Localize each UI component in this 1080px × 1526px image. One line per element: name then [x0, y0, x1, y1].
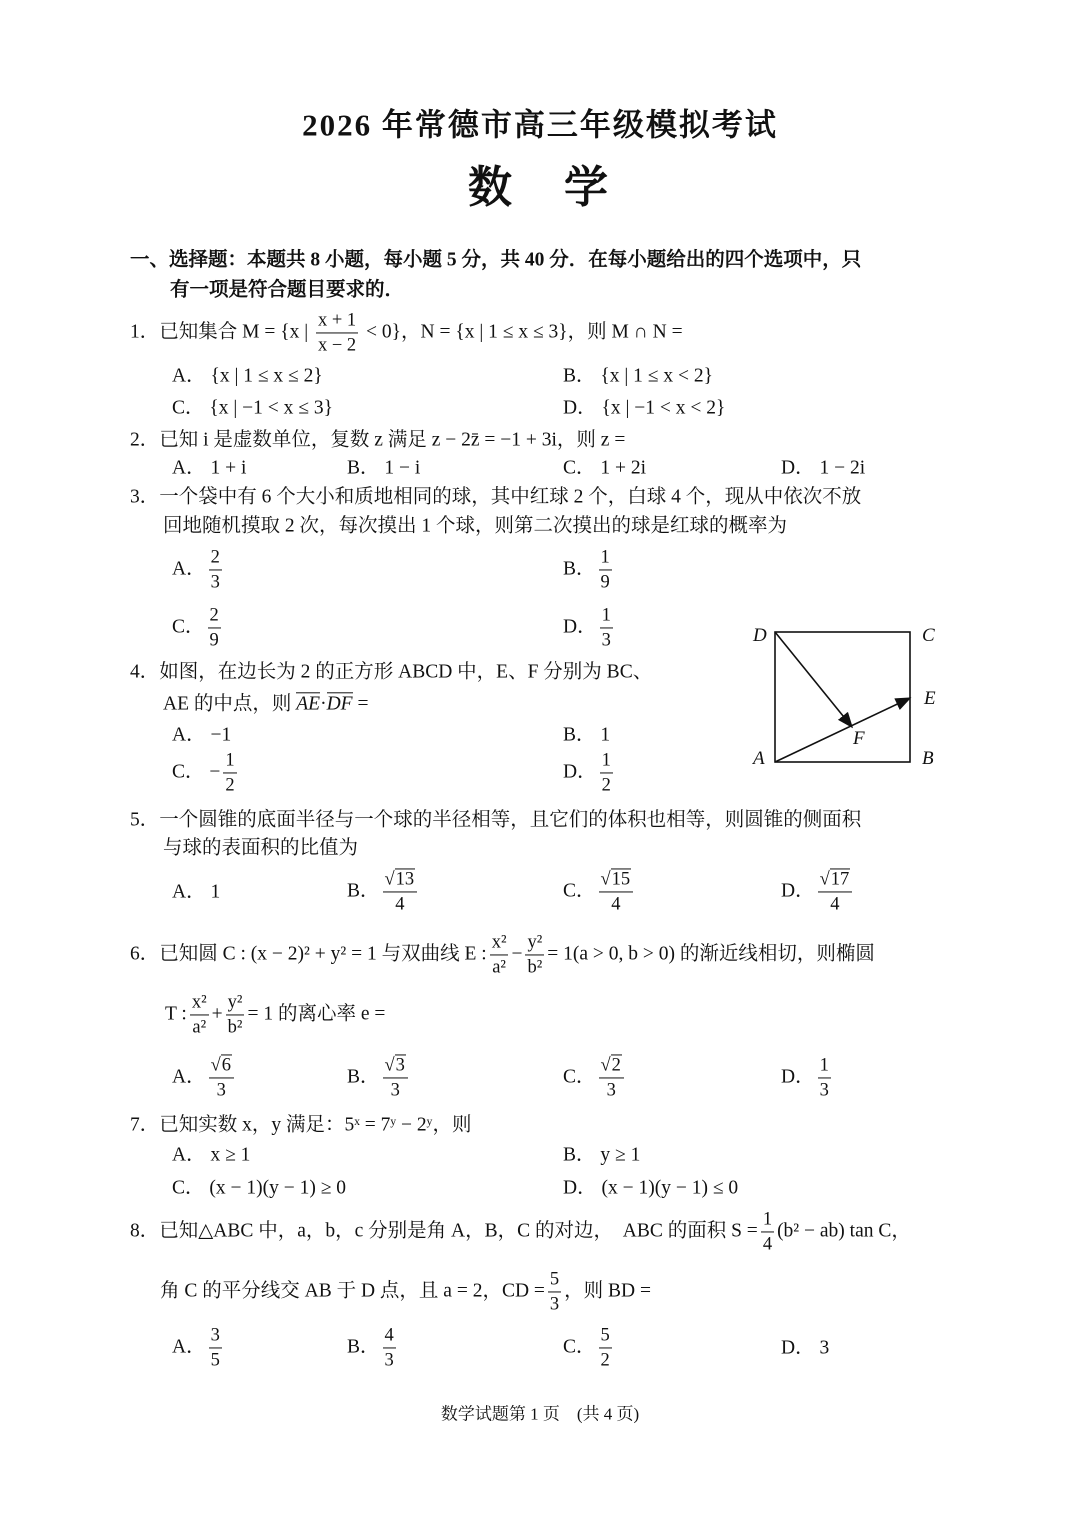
question-3: 3．一个袋中有 6 个大小和质地相同的球，其中红球 2 个，白球 4 个，现从中依次不放 [130, 486, 862, 508]
q2-option-d[interactable]: D． 1 − 2i [781, 457, 866, 479]
question-1 [130, 308, 683, 357]
q1-option-a[interactable]: A． {x | 1 ≤ x ≤ 2} [172, 365, 323, 387]
q1-option-c[interactable]: C． {x | −1 < x ≤ 3} [172, 397, 333, 419]
q2-option-a[interactable]: A． 1 + i [172, 457, 247, 479]
question-4-cont: AE 的中点，则 AE·DF = [163, 693, 369, 715]
q5-option-d[interactable]: D． $\frac{√17}{4}$ [781, 867, 855, 916]
question-7: 7．已知实数 x，y 满足：5ˣ = 7ʸ − 2ʸ，则 [130, 1114, 472, 1136]
q6-option-c[interactable]: C． $\frac{√2}{3}$ [563, 1053, 627, 1102]
q5-option-b[interactable]: B． $\frac{√13}{4}$ [347, 867, 420, 916]
q4-option-c[interactable]: C． − $\frac{1}{2}$ [172, 750, 235, 796]
q4-option-a[interactable]: A． −1 [172, 724, 232, 746]
q3-option-a[interactable]: A． $\frac{2}{3}$ [172, 547, 220, 593]
question-4: 4．如图，在边长为 2 的正方形 ABCD 中，E、F 分别为 BC、 [130, 661, 653, 683]
q3-option-b[interactable]: B． $\frac{1}{9}$ [563, 547, 610, 593]
label-f: F [853, 728, 865, 749]
vector-df: DF [326, 693, 353, 715]
square-figure [740, 615, 960, 785]
label-c: C [922, 625, 935, 646]
question-3-cont: 回地随机摸取 2 次，每次摸出 1 个球，则第二次摸出的球是红球的概率为 [163, 515, 788, 537]
page-footer: 数学试题第 1 页 (共 4 页) [440, 1404, 640, 1424]
label-e: E [924, 688, 936, 709]
q6-option-b[interactable]: B． $\frac{√3}{3}$ [347, 1053, 411, 1102]
question-2: 2．已知 i 是虚数单位，复数 z 满足 z − 2z̄ = −1 + 3i，则 z = [130, 429, 626, 451]
q7-option-b[interactable]: B． y ≥ 1 [563, 1144, 641, 1166]
vector-ae-arrow [775, 698, 910, 762]
section-heading: 一、选择题：本题共 8 小题，每小题 5 分，共 40 分．在每小题给出的四个选项中，只 [130, 249, 862, 271]
q1-stem-pre: 1．已知集合 M = {x | [130, 321, 309, 343]
q8-option-a[interactable]: A． $\frac{3}{5}$ [172, 1325, 220, 1371]
exam-title: 2026 年常德市高三年级模拟考试 [302, 107, 778, 143]
q1-stem-post: < 0}，N = {x | 1 ≤ x ≤ 3}，则 M ∩ N = [366, 321, 683, 343]
vector-df-arrow [775, 632, 852, 727]
question-8: 8．已知△ABC 中，a，b，c 分别是角 A，B，C 的对边， ABC 的面积 S = $\frac{1}{4}$ (b² − ab) tan C， [130, 1209, 911, 1255]
q2-option-b[interactable]: B． 1 − i [347, 457, 421, 479]
question-5-cont: 与球的表面积的比值为 [163, 837, 359, 859]
question-5: 5．一个圆锥的底面半径与一个球的半径相等，且它们的体积也相等，则圆锥的侧面积 [130, 809, 862, 831]
q7-option-d[interactable]: D． (x − 1)(y − 1) ≤ 0 [563, 1177, 739, 1199]
q4-option-d[interactable]: D． $\frac{1}{2}$ [563, 750, 611, 796]
q6-option-a[interactable]: A． $\frac{√6}{3}$ [172, 1053, 237, 1102]
question-6-cont: T : $\frac{\text{x²}}{\text{a²}}$ + $\frac{\text{y²}}{\text{b²}}$ = 1 的离心率 e = [165, 992, 386, 1038]
q8-option-d[interactable]: D． 3 [781, 1337, 830, 1359]
q3-option-d[interactable]: D． $\frac{1}{3}$ [563, 605, 611, 651]
vector-ae: AE [296, 693, 321, 715]
q2-option-c[interactable]: C． 1 + 2i [563, 457, 647, 479]
q8-option-b[interactable]: B． $\frac{4}{3}$ [347, 1325, 394, 1371]
q6-option-d[interactable]: D． $\frac{1}{3}$ [781, 1055, 829, 1101]
q8-option-c[interactable]: C． $\frac{5}{2}$ [563, 1325, 610, 1371]
label-d: D [753, 625, 767, 646]
question-8-cont: 角 C 的平分线交 AB 于 D 点，且 a = 2，CD = $\frac{5}{3}$ ，则 BD = [160, 1269, 652, 1315]
label-a: A [753, 748, 765, 769]
square-abcd [775, 632, 910, 762]
q4-option-b[interactable]: B． 1 [563, 724, 611, 746]
q7-option-a[interactable]: A． x ≥ 1 [172, 1144, 251, 1166]
q5-option-c[interactable]: C． $\frac{√15}{4}$ [563, 867, 636, 916]
label-b: B [922, 748, 934, 769]
q3-option-c[interactable]: C． $\frac{2}{9}$ [172, 605, 219, 651]
q7-option-c[interactable]: C． (x − 1)(y − 1) ≥ 0 [172, 1177, 347, 1199]
q1-option-b[interactable]: B． {x | 1 ≤ x < 2} [563, 365, 713, 387]
fraction: $\frac{x + 1}{x - 2}$ [317, 310, 357, 356]
subject-title: 数 学 [468, 163, 612, 212]
section-heading-cont: 有一项是符合题目要求的． [170, 279, 405, 301]
q5-option-a[interactable]: A． 1 [172, 881, 221, 903]
question-6: 6．已知圆 C : (x − 2)² + y² = 1 与双曲线 E : $\frac{\text{x²}}{\text{a²}}$ − $\frac{\text{y²}}{\text{b²}}$ = 1(a > 0, b > 0) 的渐近线相切，则椭圆 [130, 932, 875, 978]
q1-option-d[interactable]: D． {x | −1 < x < 2} [563, 397, 726, 419]
